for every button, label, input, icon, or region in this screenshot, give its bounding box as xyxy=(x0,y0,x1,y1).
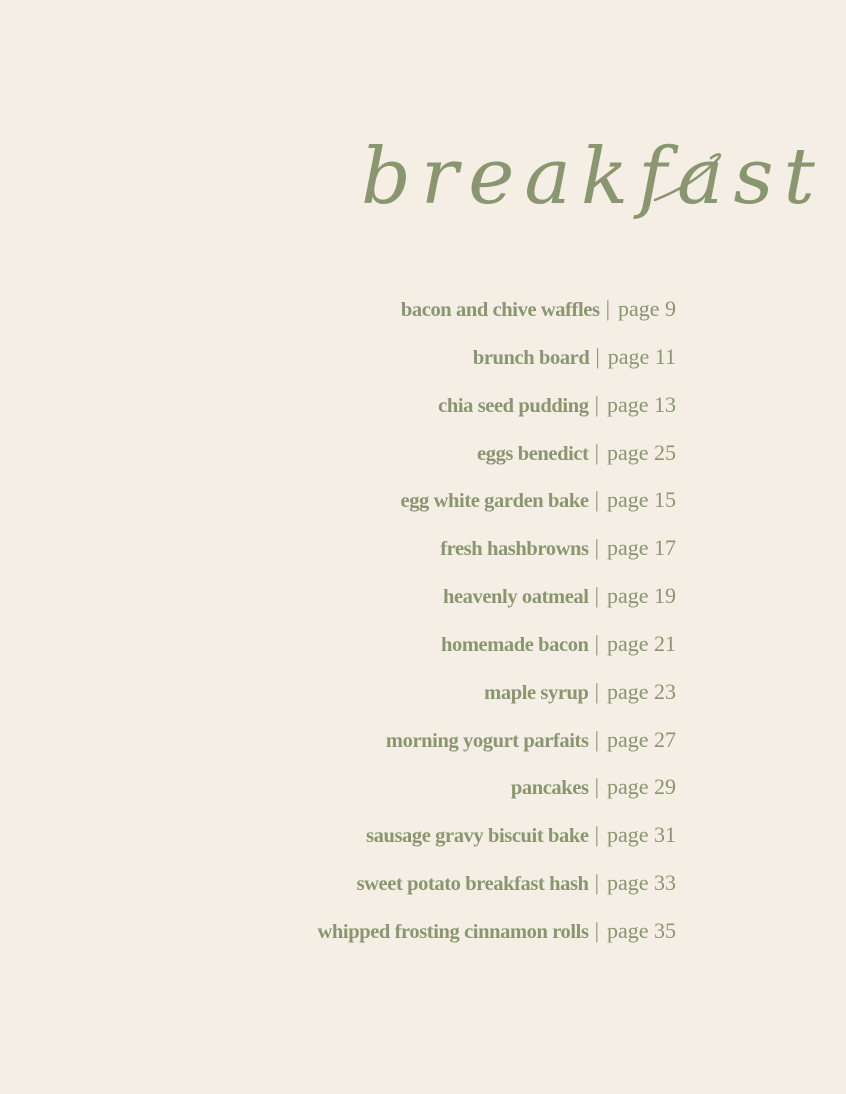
separator: | xyxy=(594,774,599,800)
recipe-name: pancakes xyxy=(510,777,589,800)
toc-entry xyxy=(116,296,676,344)
page-number: page 19 xyxy=(606,583,676,609)
separator: | xyxy=(594,917,599,943)
page-number: page 9 xyxy=(617,296,676,321)
recipe-name: brunch board xyxy=(472,346,590,369)
recipe-name: maple syrup xyxy=(484,681,589,704)
separator: | xyxy=(594,726,599,752)
page-number: page 35 xyxy=(606,917,676,943)
table-of-contents xyxy=(116,296,676,966)
recipe-name: fresh hashbrowns xyxy=(440,538,589,561)
toc-entry xyxy=(116,583,676,631)
page-number: page 17 xyxy=(606,535,676,561)
recipe-name: egg white garden bake xyxy=(400,490,589,513)
separator: | xyxy=(594,822,599,848)
separator: | xyxy=(594,487,599,513)
recipe-name: eggs benedict xyxy=(477,442,589,465)
separator: | xyxy=(595,343,600,369)
toc-entry xyxy=(116,487,676,535)
page-number: page 11 xyxy=(607,343,676,369)
toc-entry xyxy=(116,774,676,822)
page-number: page 23 xyxy=(606,678,676,704)
toc-entry xyxy=(116,440,676,488)
page-number: page 33 xyxy=(606,870,676,896)
toc-entry xyxy=(116,822,676,870)
separator: | xyxy=(594,391,599,417)
separator: | xyxy=(594,583,599,609)
toc-entry xyxy=(116,679,676,727)
separator: | xyxy=(594,439,599,465)
recipe-name: bacon and chive waffles xyxy=(400,299,600,321)
recipe-name: whipped frosting cinnamon rolls xyxy=(317,920,589,943)
page-number: page 15 xyxy=(606,487,676,513)
page-number: page 25 xyxy=(606,439,676,465)
recipe-name: sausage gravy biscuit bake xyxy=(366,825,589,848)
toc-entry xyxy=(116,631,676,679)
toc-entry xyxy=(116,870,676,918)
recipe-name: morning yogurt parfaits xyxy=(385,729,589,752)
separator: | xyxy=(594,630,599,656)
page-number: page 21 xyxy=(606,630,676,656)
toc-entry xyxy=(116,727,676,775)
recipe-name: homemade bacon xyxy=(440,633,589,656)
title-text: breakfast xyxy=(361,132,825,222)
separator: | xyxy=(594,870,599,896)
toc-entry xyxy=(116,392,676,440)
toc-entry xyxy=(116,918,676,966)
recipe-name: chia seed pudding xyxy=(438,394,589,417)
page-number: page 13 xyxy=(606,391,676,417)
page-number: page 27 xyxy=(606,726,676,752)
toc-entry xyxy=(116,344,676,392)
page-number: page 31 xyxy=(606,822,676,848)
separator: | xyxy=(605,296,610,321)
separator: | xyxy=(594,535,599,561)
recipe-name: sweet potato breakfast hash xyxy=(356,873,589,896)
page-number: page 29 xyxy=(606,774,676,800)
separator: | xyxy=(594,678,599,704)
recipe-name: heavenly oatmeal xyxy=(442,586,589,609)
section-title xyxy=(355,128,825,243)
toc-entry xyxy=(116,535,676,583)
